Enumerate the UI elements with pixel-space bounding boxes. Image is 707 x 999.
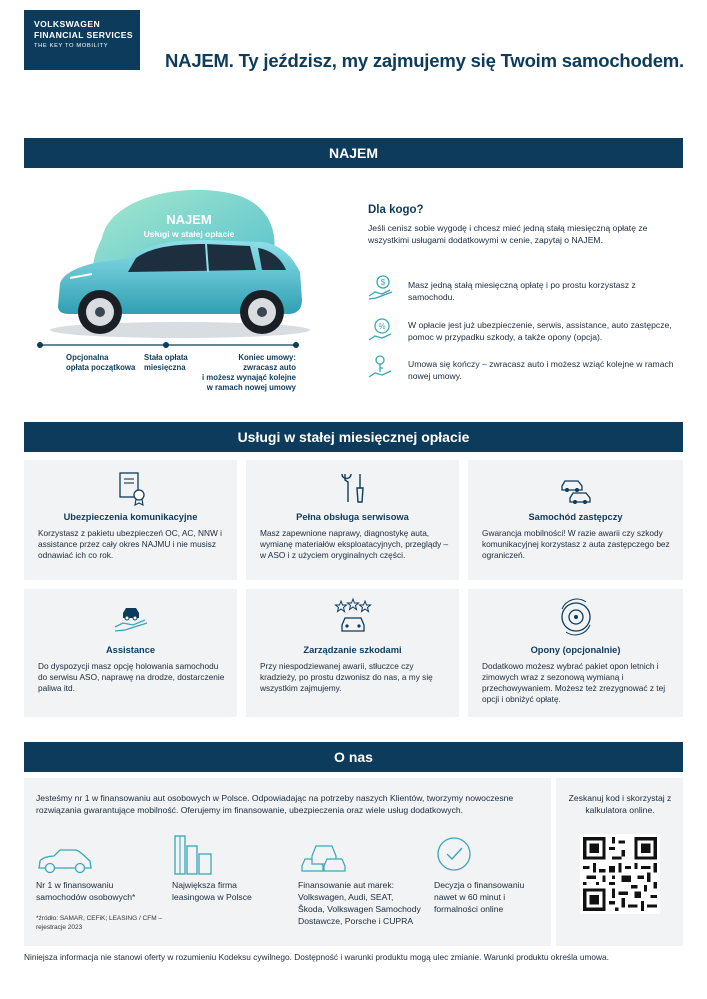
card-description: Masz zapewnione naprawy, diagnostykę auta, wymianę materiałów eksploatacyjnych, przeglądy – w ASO i z użyciem oryginalnych części.	[260, 528, 449, 560]
card-title: Zarządzanie szkodami	[303, 645, 402, 655]
tire-icon	[556, 597, 596, 637]
brand-tagline: THE KEY TO MOBILITY	[34, 43, 109, 49]
card-description: Gwarancja mobilności! W razie awarii czy szkody komunikacyjnej korzystasz z auta zastępczego bez ograniczeń.	[482, 528, 670, 560]
section-title-services: Usługi w stałej miesięcznej opłacie	[24, 422, 683, 452]
timeline-line	[36, 340, 300, 350]
buildings-icon	[172, 832, 216, 876]
service-card-tires	[468, 589, 683, 717]
cars-group-icon	[298, 836, 348, 876]
card-description: Dodatkowo możesz wybrać pakiet opon letnich i zimowych wraz z sezonową wymianą i przechowywaniem. Możesz też zrezygnować z tej opcji i obniżyć opłatę.	[482, 661, 666, 704]
service-card-service	[246, 460, 459, 580]
clock-check-icon	[434, 834, 474, 874]
stat-text-2: Największa firma leasingowa w Polsce	[172, 880, 252, 902]
service-card-replacement	[468, 460, 683, 580]
car-stars-icon	[333, 597, 373, 637]
stat-text-4: Decyzja o finansowaniu nawet w 60 minut i formalności online	[434, 880, 525, 914]
section-title-najem: NAJEM	[24, 138, 683, 168]
certificate-icon	[111, 468, 151, 508]
disclaimer: Niniejsza informacja nie stanowi oferty w rozumieniu Kodeksu cywilnego. Dostępność i warunki produktu mogą ulec zmianie. Warunki produktu określa umowa.	[24, 952, 609, 962]
car-hand-icon	[111, 597, 151, 637]
card-title: Samochód zastępczy	[528, 512, 623, 522]
card-description: Korzystasz z pakietu ubezpieczeń OC, AC, NNW i assistance przez cały okres NAJMU i nie musisz odnawiać ich co rok.	[38, 528, 222, 560]
svg-text:$: $	[380, 278, 386, 287]
two-cars-icon	[556, 468, 596, 508]
timeline-label-start: Opcjonalna opłata początkowa	[66, 353, 136, 372]
tools-icon	[333, 468, 373, 508]
for-who-description: Jeśli cenisz sobie wygodę i chcesz mieć jedną stałą miesięczną opłatę ze wszystkimi usługami dodatkowymi w cenie, zapytaj o NAJEM.	[368, 223, 648, 245]
feature-text-1: Masz jedną stałą miesięczną opłatę i po prostu korzystasz z samochodu.	[408, 280, 636, 302]
percent-badge-icon	[366, 315, 396, 345]
card-title: Pełna obsługa serwisowa	[296, 512, 409, 522]
page-headline: NAJEM. Ty jeździsz, my zajmujemy się Twoim samochodem.	[165, 50, 684, 71]
qr-caption: Zeskanuj kod i skorzystaj z kalkulatora online.	[568, 793, 672, 815]
for-who-title: Dla kogo?	[368, 204, 424, 216]
card-description: Do dyspozycji masz opcję holowania samochodu do serwisu ASO, naprawę na drodze, dostarczenie paliwa itd.	[38, 661, 225, 693]
bubble-title: NAJEM	[166, 212, 212, 227]
service-card-assistance	[24, 589, 237, 717]
service-card-damage	[246, 589, 459, 717]
brand-line1: VOLKSWAGEN	[34, 19, 101, 29]
about-description: Jesteśmy nr 1 w finansowaniu aut osobowych w Polsce. Odpowiadając na potrzeby naszych Klientów, tworzymy nowoczesne rozwiązania gwarantujące mobilność. Oferujemy im finansowanie, ubezpieczenia oraz wiele usług dodatkowych.	[36, 793, 514, 815]
footnote: *źródło: SAMAR, CEFiK; LEASING / CFM – rejestracje 2023	[36, 915, 163, 931]
car-illustration	[30, 178, 330, 348]
feature-text-2: W opłacie jest już ubezpieczenie, serwis, assistance, auto zastępcze, pomoc w przypadku szkody, a także opony (opcja).	[408, 320, 672, 342]
card-title: Opony (opcjonalnie)	[530, 645, 621, 655]
timeline-label-monthly: Stała opłata miesięczna	[144, 353, 188, 372]
coin-hand-icon	[366, 272, 396, 302]
stat-text-3: Finansowanie aut marek: Volkswagen, Audi, SEAT, Škoda, Volkswagen Samochody Dostawcze, Porsche i CUPRA	[298, 880, 421, 926]
bubble-subtitle: Usługi w stałej opłacie	[143, 229, 235, 239]
car-outline-icon	[36, 846, 94, 876]
card-title: Assistance	[105, 645, 156, 655]
key-hand-icon	[366, 352, 396, 382]
section-title-about: O nas	[24, 742, 683, 772]
timeline-label-end: Koniec umowy: zwracasz auto i możesz wynająć kolejne w ramach nowej umowy	[201, 353, 296, 392]
svg-text:%: %	[378, 322, 386, 331]
stat-text-1: Nr 1 w finansowaniu samochodów osobowych*	[36, 880, 136, 902]
brand-logo	[24, 10, 140, 70]
card-title: Ubezpieczenia komunikacyjne	[63, 512, 198, 522]
service-card-insurance	[24, 460, 237, 580]
brand-line2: FINANCIAL SERVICES	[34, 30, 134, 40]
card-description: Przy niespodziewanej awarii, stłuczce czy kradzieży, po prostu dzwonisz do nas, a my się wszystkim zajmujemy.	[260, 661, 433, 693]
feature-text-3: Umowa się kończy – zwracasz auto i możesz wziąć kolejne w ramach nowej umowy.	[408, 359, 674, 381]
qr-code-icon[interactable]	[580, 834, 660, 914]
